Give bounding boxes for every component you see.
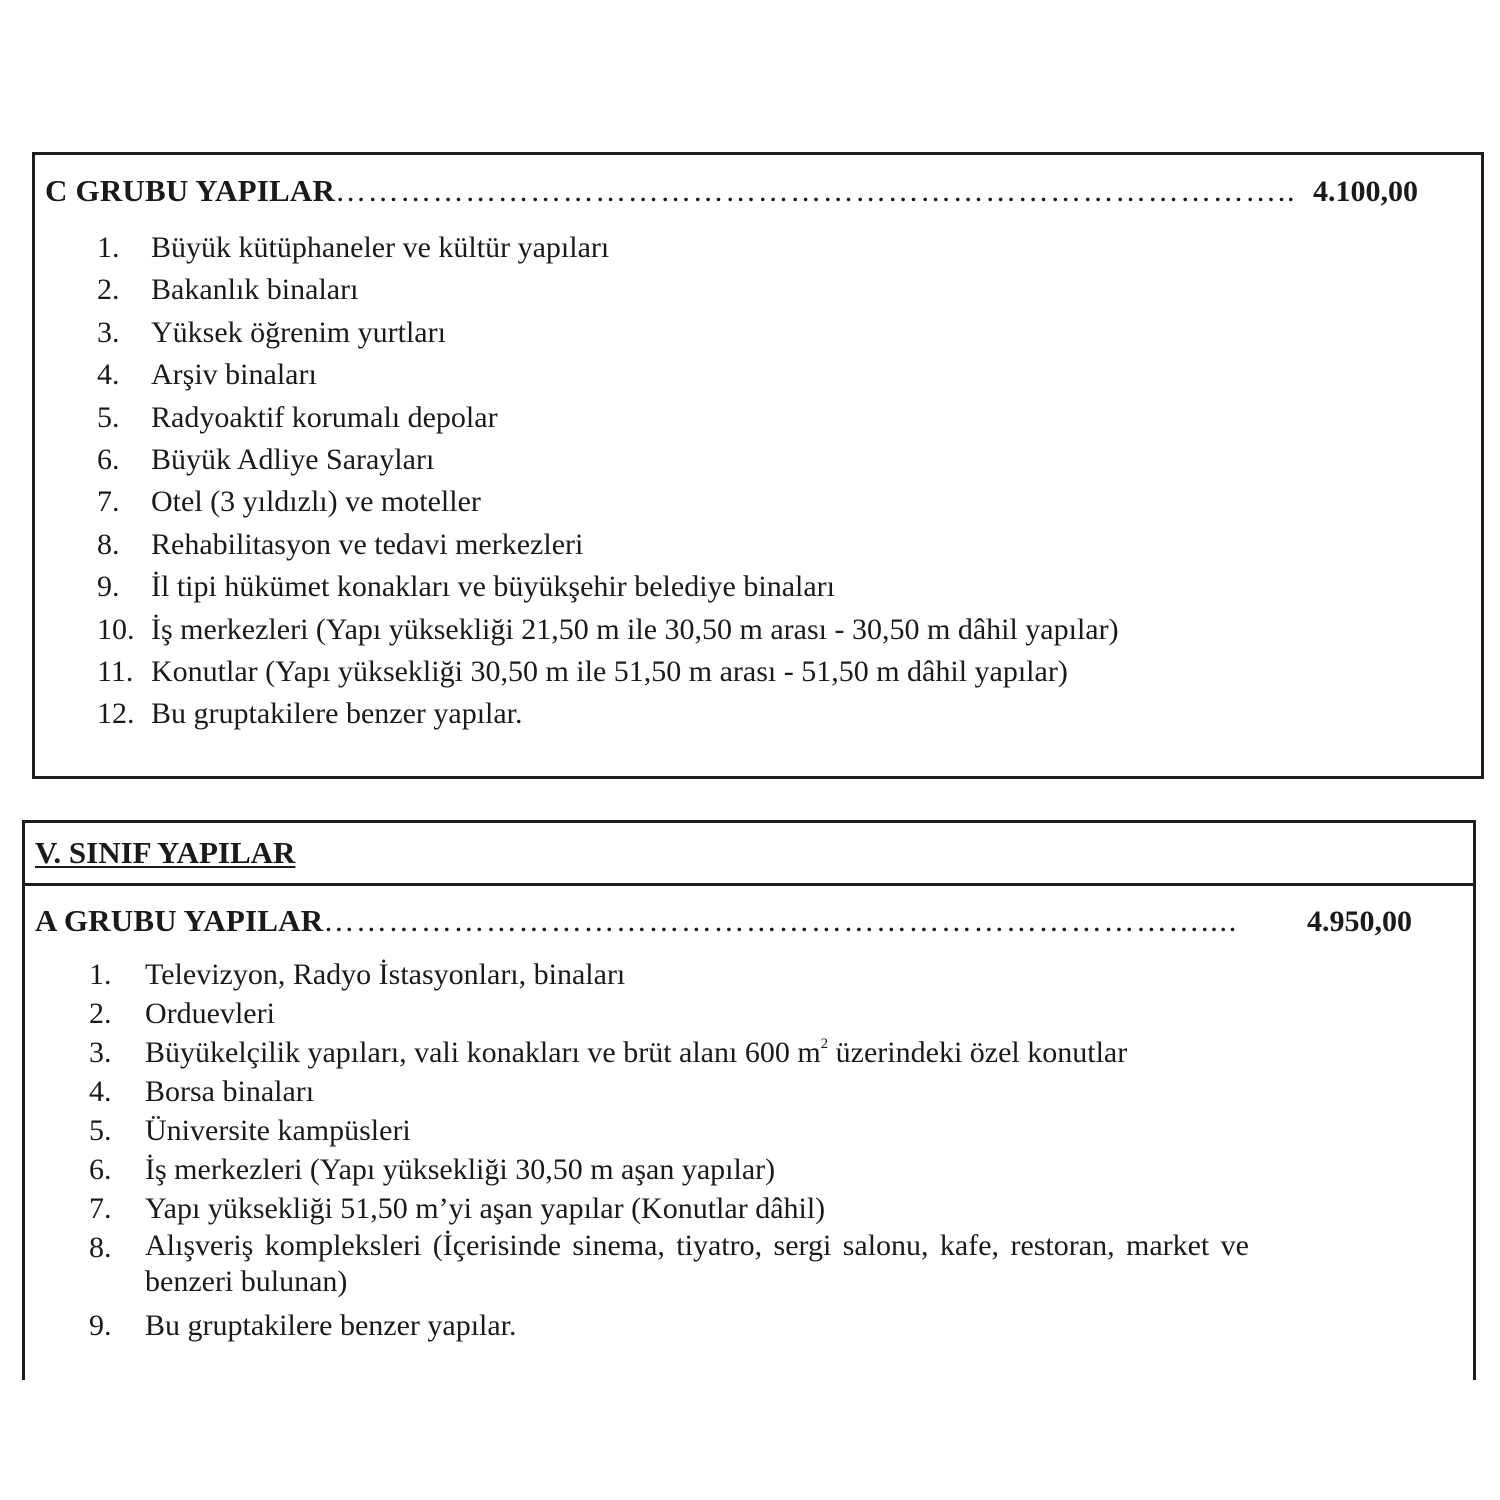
c-group-box	[32, 152, 1484, 779]
superscript-2: 2	[820, 1036, 829, 1052]
item-text: Radyoaktif korumalı depolar	[151, 400, 498, 434]
list-item	[89, 1150, 1449, 1189]
item-text: Borsa binaları	[145, 1075, 315, 1108]
item-number: 7.	[97, 485, 120, 519]
class-v-title: V. SINIF YAPILAR	[35, 835, 296, 870]
item-text: Rehabilitasyon ve tedavi merkezleri	[151, 527, 584, 561]
list-item	[97, 312, 1457, 354]
c-group-heading-text: C GRUBU YAPILAR	[45, 173, 336, 208]
item-number: 3.	[97, 315, 120, 349]
item-text: Orduevleri	[145, 997, 275, 1030]
class-v-box	[22, 820, 1476, 1380]
item-text: Alışveriş kompleksleri (İçerisinde sinema, tiyatro, sergi salonu, kafe, restoran, market ve benzeri bulunan)	[145, 1229, 1249, 1298]
a-group-list	[89, 955, 1449, 1345]
list-item	[97, 227, 1457, 269]
list-item	[97, 481, 1457, 523]
item-number: 5.	[97, 400, 120, 434]
item-text-before: Büyükelçilik yapıları, vali konakları ve brüt alanı 600 m	[145, 1036, 821, 1069]
item-number: 9.	[97, 570, 120, 604]
item-text: İş merkezleri (Yapı yüksekliği 21,50 m ile 30,50 m arası - 30,50 m dâhil yapılar)	[151, 612, 1119, 646]
item-number: 2.	[97, 273, 120, 307]
a-group-amount: 4.950,00	[1307, 905, 1412, 938]
item-text: Bu gruptakilere benzer yapılar.	[151, 697, 523, 731]
item-number: 7.	[89, 1192, 112, 1225]
item-text: Bakanlık binaları	[151, 273, 359, 307]
item-number: 12.	[97, 697, 135, 731]
item-text: Arşiv binaları	[151, 358, 317, 392]
c-group-leader-dots: ……………………………………………………………………………..	[335, 173, 1297, 208]
item-number: 1.	[89, 958, 112, 991]
item-number: 6.	[97, 442, 120, 476]
list-item	[89, 1306, 1449, 1345]
item-text: Yüksek öğrenim yurtları	[151, 315, 446, 349]
list-item	[97, 354, 1457, 396]
item-number: 2.	[89, 997, 112, 1030]
c-group-amount: 4.100,00	[1313, 175, 1418, 208]
list-item	[89, 994, 1449, 1033]
item-text: Televizyon, Radyo İstasyonları, binaları	[145, 958, 626, 991]
list-item	[97, 566, 1457, 608]
item-number: 10.	[97, 612, 135, 646]
a-group-heading-text: A GRUBU YAPILAR	[35, 903, 324, 938]
class-v-divider	[25, 883, 1473, 886]
item-text: İl tipi hükümet konakları ve büyükşehir belediye binaları	[151, 570, 835, 604]
item-number: 6.	[89, 1153, 112, 1186]
item-number: 4.	[89, 1075, 112, 1108]
item-number: 8.	[97, 527, 120, 561]
list-item	[97, 693, 1457, 735]
a-group-leader-dots: ………………………………………………………………………....	[323, 903, 1238, 938]
item-text: İş merkezleri (Yapı yüksekliği 30,50 m aşan yapılar)	[145, 1153, 776, 1186]
c-group-list	[97, 227, 1457, 736]
list-item	[89, 1228, 1449, 1306]
item-text: Büyük Adliye Sarayları	[151, 442, 435, 476]
item-number: 9.	[89, 1309, 112, 1342]
list-item	[97, 524, 1457, 566]
item-number: 3.	[89, 1036, 112, 1069]
item-number: 5.	[89, 1114, 112, 1147]
list-item	[89, 1189, 1449, 1228]
item-text: Yapı yüksekliği 51,50 m’yi aşan yapılar (Konutlar dâhil)	[145, 1192, 826, 1225]
list-item	[97, 397, 1457, 439]
item-number: 1.	[97, 231, 120, 264]
item-text: Üniversite kampüsleri	[145, 1114, 411, 1147]
list-item	[89, 1072, 1449, 1111]
list-item	[97, 439, 1457, 481]
item-text: Otel (3 yıldızlı) ve moteller	[151, 485, 481, 519]
list-item	[97, 269, 1457, 311]
item-text: Büyük kütüphaneler ve kültür yapıları	[151, 231, 610, 264]
item-text	[145, 1033, 1127, 1072]
list-item	[89, 1111, 1449, 1150]
item-number: 8.	[89, 1231, 112, 1264]
a-group-heading	[35, 903, 1238, 939]
item-text: Konutlar (Yapı yüksekliği 30,50 m ile 51,50 m arası - 51,50 m dâhil yapılar)	[151, 654, 1068, 688]
list-item	[89, 1033, 1449, 1072]
item-text: Bu gruptakilere benzer yapılar.	[145, 1309, 517, 1342]
list-item	[89, 955, 1449, 994]
list-item	[97, 609, 1457, 651]
c-group-heading	[45, 173, 1296, 209]
item-text-after: üzerindeki özel konutlar	[828, 1036, 1128, 1069]
item-number: 11.	[97, 654, 134, 688]
item-number: 4.	[97, 358, 120, 392]
list-item	[97, 651, 1457, 693]
